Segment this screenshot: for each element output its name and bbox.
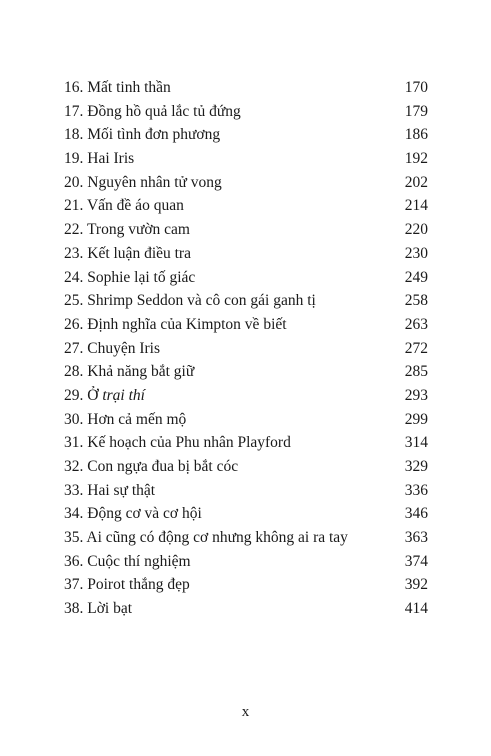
toc-entry-page: 179 [404, 102, 428, 120]
toc-entry-title [64, 123, 405, 147]
toc-entry-text: Con ngựa đua bị bắt cóc [87, 458, 239, 475]
toc-entry-title [64, 408, 405, 432]
toc-entry-text: Kết luận điều tra [87, 244, 191, 262]
page-number-folio: x [241, 704, 250, 720]
toc-entry-page: 414 [404, 600, 428, 618]
toc-entry-page: 220 [404, 221, 428, 239]
toc-entry-number: 38. [64, 600, 84, 618]
toc-entry-text: Định nghĩa của Kimpton về biết [87, 315, 287, 333]
toc-entry-title [64, 171, 405, 195]
toc-entry-page: 392 [404, 576, 428, 594]
toc-entry [64, 100, 428, 124]
toc-entry-title [64, 194, 405, 218]
toc-entry-number: 28. [64, 363, 84, 381]
toc-entry-page: 299 [404, 410, 428, 428]
toc-entry [64, 360, 428, 384]
toc-entry-title [64, 360, 405, 384]
toc-entry-text: Lời bạt [87, 600, 133, 618]
toc-entry-text: Hai sự thật [87, 481, 156, 499]
toc-entry-page: 230 [404, 244, 428, 262]
toc-entry [64, 431, 428, 455]
toc-entry-title [64, 479, 405, 503]
toc-entry-page: 336 [404, 481, 428, 499]
toc-entry-page: 192 [404, 150, 428, 168]
toc-entry-text: Mối tình đơn phương [87, 126, 221, 144]
toc-entry [64, 455, 428, 479]
toc-entry-number: 37. [64, 576, 84, 594]
toc-entry [64, 526, 428, 550]
toc-entry-number: 19. [64, 150, 84, 168]
toc-entry-number: 34. [64, 505, 84, 523]
toc-entry [64, 194, 428, 218]
toc-entry-number: 32. [64, 458, 84, 475]
toc-entry [64, 597, 428, 621]
toc-entry-text: Động cơ và cơ hội [87, 505, 202, 523]
toc-entry [64, 573, 428, 597]
toc-entry-number: 29. [64, 386, 84, 404]
toc-entry-page: 285 [404, 363, 428, 381]
toc-entry-title [64, 384, 405, 408]
toc-entry-title [64, 313, 405, 337]
toc-entry-text: Trong vườn cam [86, 221, 190, 239]
toc-entry-title [64, 242, 405, 266]
toc-entry-text: Poirot thắng đẹp [87, 576, 190, 594]
toc-entry-number: 35. [64, 529, 84, 547]
toc-entry-text: Cuộc thí nghiệm [87, 552, 191, 570]
toc-entry-page: 314 [404, 434, 428, 452]
toc-entry [64, 171, 428, 195]
toc-entry-page: 202 [404, 173, 428, 191]
toc-entry-text: Hơn cả mến mộ [87, 410, 187, 428]
toc-entry-number: 23. [64, 244, 84, 262]
toc-entry-title [64, 147, 405, 171]
toc-entry-number: 30. [64, 410, 84, 428]
toc-entry-page: 214 [404, 197, 428, 215]
toc-entry-number: 31. [64, 434, 84, 452]
toc-entry-text-italic: trại thí [102, 386, 145, 404]
toc-entry-title [64, 289, 405, 313]
toc-entry-page: 293 [404, 386, 428, 404]
toc-entry-title [64, 431, 405, 455]
toc-entry-page: 249 [404, 268, 428, 286]
toc-entry-text: Ai cũng có động cơ nhưng không ai ra tay [86, 529, 348, 547]
toc-entry-number: 24. [64, 268, 84, 286]
toc-entry-number: 36. [64, 552, 84, 570]
toc-entry-title [64, 455, 405, 479]
toc-entry-title [64, 218, 405, 242]
toc-entry-text: Chuyện Iris [87, 339, 161, 357]
toc-entry [64, 289, 428, 313]
toc-entry-page: 363 [404, 529, 428, 547]
toc-entry-number: 21. [64, 197, 84, 215]
toc-entry-number: 25. [64, 292, 84, 310]
toc-entry-text: Sophie lại tố giác [87, 268, 196, 286]
toc-entry [64, 266, 428, 290]
toc-entry-page: 186 [404, 126, 428, 144]
toc-entry-title [64, 597, 405, 621]
toc-entry [64, 550, 428, 574]
toc-entry-number: 20. [64, 173, 84, 191]
toc-entry-number: 18. [64, 126, 84, 144]
toc-entry-text: Nguyên nhân tử vong [87, 173, 222, 191]
toc-entry-text: Hai Iris [87, 150, 135, 168]
toc-entry-page: 272 [404, 339, 428, 357]
toc-entry-page: 346 [404, 505, 428, 523]
toc-entry [64, 408, 428, 432]
toc-entry-text: Khả năng bắt giữ [87, 363, 195, 381]
table-of-contents [64, 76, 428, 621]
toc-entry-number: 27. [64, 339, 84, 357]
toc-entry-title [64, 100, 405, 124]
toc-entry-page: 263 [404, 315, 428, 333]
toc-entry [64, 313, 428, 337]
toc-entry [64, 123, 428, 147]
toc-entry-title [64, 266, 405, 290]
toc-entry-title [64, 337, 405, 361]
toc-entry-text: Đồng hồ quả lắc tủ đứng [87, 102, 241, 120]
toc-entry [64, 502, 428, 526]
toc-entry-text: Vấn đề áo quan [86, 197, 184, 215]
toc-entry-page: 258 [404, 292, 428, 310]
toc-entry-text: Ở [87, 386, 99, 404]
toc-entry-number: 16. [64, 79, 84, 96]
toc-entry-page: 170 [404, 79, 428, 96]
toc-entry [64, 479, 428, 503]
toc-entry-number: 22. [64, 221, 84, 239]
toc-entry-title [64, 76, 405, 100]
toc-entry [64, 242, 428, 266]
toc-entry-number: 26. [64, 315, 84, 333]
toc-entry-number: 17. [64, 102, 84, 120]
toc-entry [64, 337, 428, 361]
toc-entry-title [64, 526, 405, 550]
toc-entry-title [64, 573, 405, 597]
toc-entry [64, 147, 428, 171]
toc-entry-text: Kế hoạch của Phu nhân Playford [87, 434, 291, 452]
toc-entry [64, 384, 428, 408]
toc-entry-page: 329 [404, 458, 428, 475]
toc-entry-text: Mất tinh thần [87, 79, 171, 96]
toc-entry [64, 76, 428, 100]
toc-entry-text: Shrimp Seddon và cô con gái ganh tị [87, 292, 316, 310]
toc-entry [64, 218, 428, 242]
toc-entry-page: 374 [404, 552, 428, 570]
toc-entry-title [64, 550, 405, 574]
toc-entry-number: 33. [64, 481, 84, 499]
toc-entry-title [64, 502, 405, 526]
